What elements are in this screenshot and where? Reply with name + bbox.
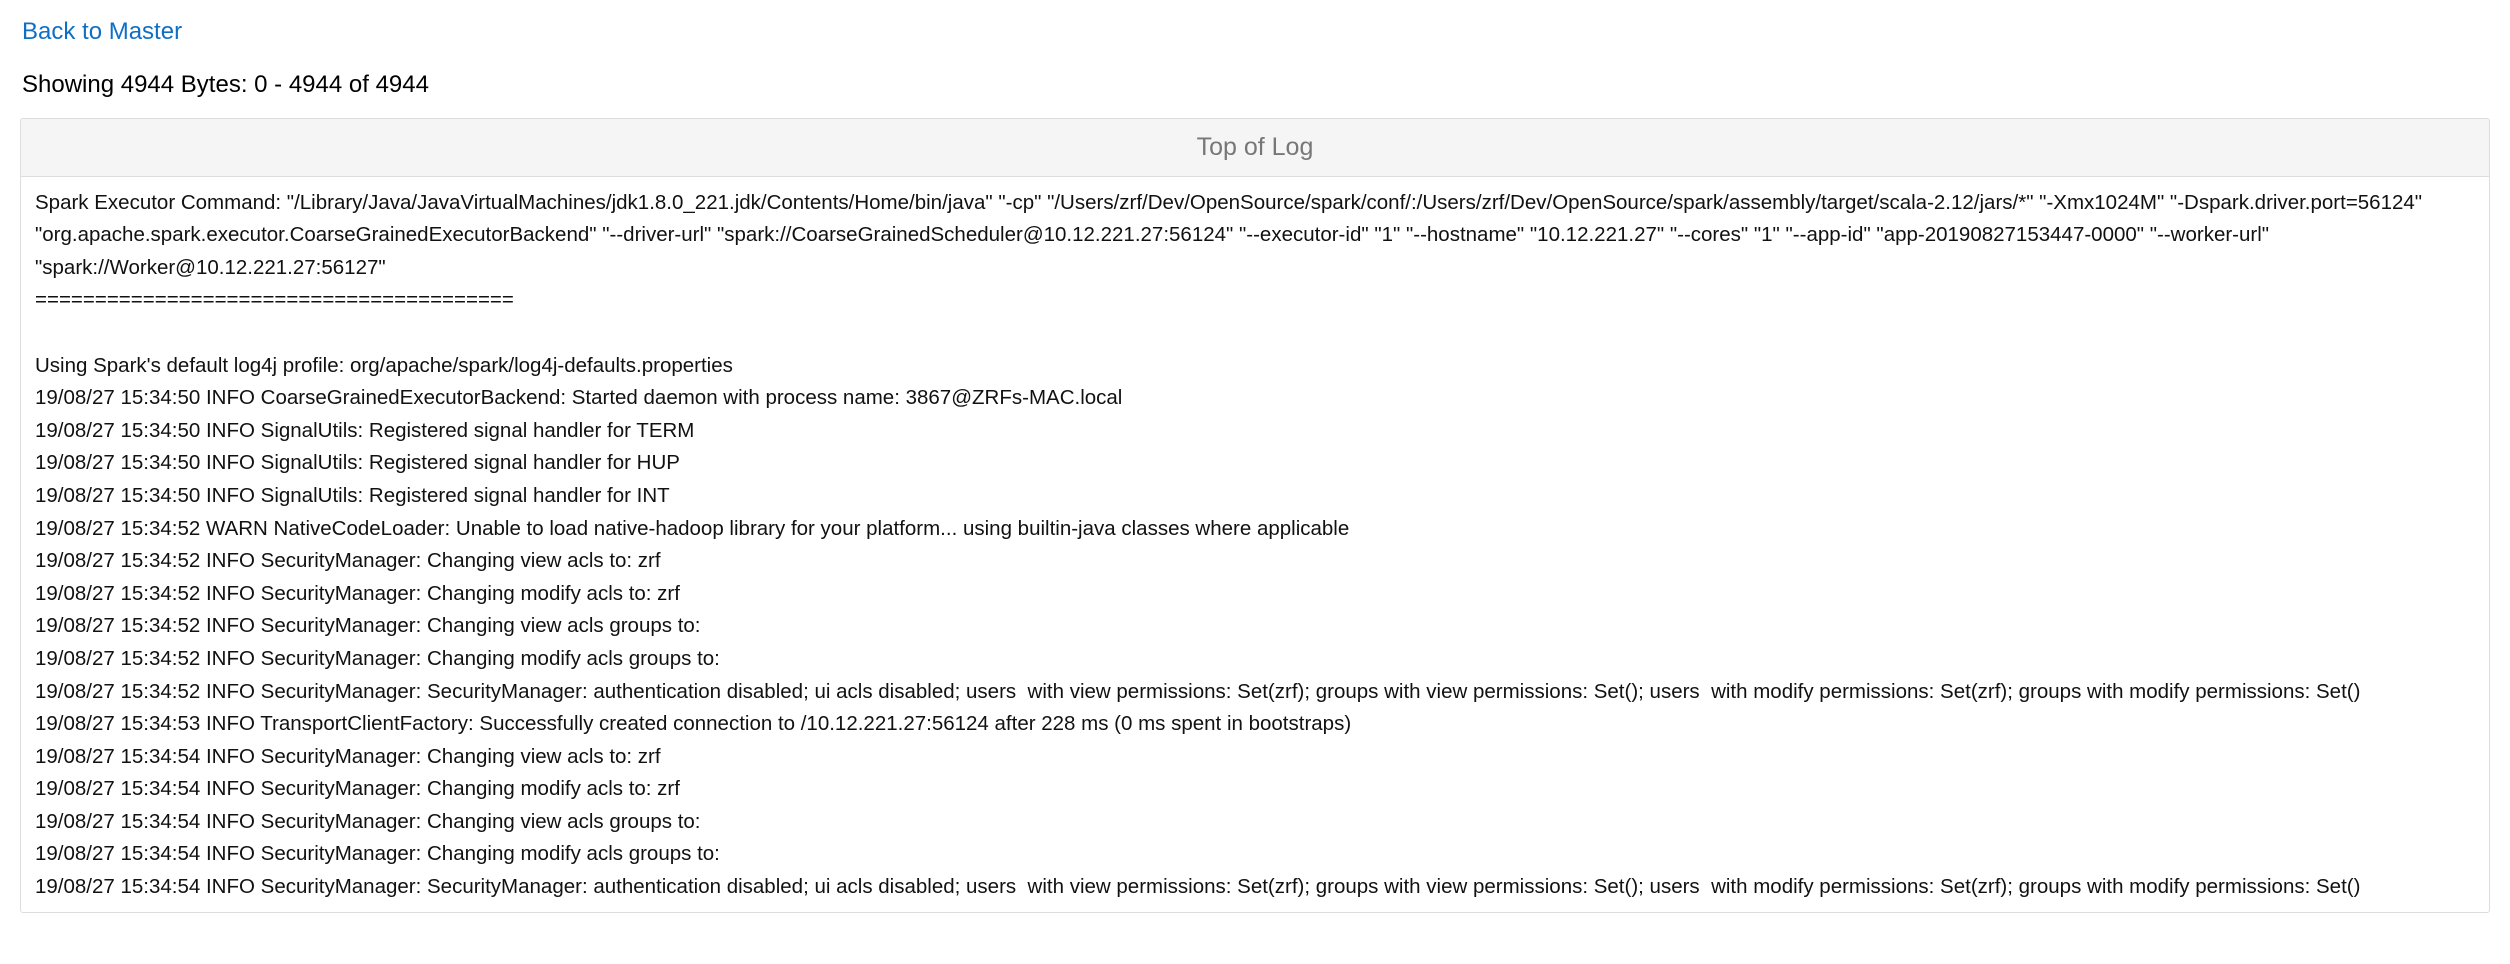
log-line: 19/08/27 15:34:52 INFO SecurityManager: Changing modify acls groups to: — [35, 646, 720, 670]
log-line: 19/08/27 15:34:52 INFO SecurityManager: Changing view acls to: zrf — [35, 549, 661, 573]
log-line: 19/08/27 15:34:50 INFO CoarseGrainedExecutorBackend: Started daemon with process name: 3867@ZRFs-MAC.local — [35, 386, 1123, 410]
log-line: 19/08/27 15:34:52 INFO SecurityManager: Changing modify acls to: zrf — [35, 581, 680, 605]
log-line: ======================================== — [35, 288, 514, 312]
log-line: 19/08/27 15:34:54 INFO SecurityManager: Changing modify acls to: zrf — [35, 777, 680, 801]
log-panel — [20, 118, 2490, 913]
log-line: 19/08/27 15:34:52 WARN NativeCodeLoader: Unable to load native-hadoop library for your platform... using builtin-java classes where applicable — [35, 516, 1350, 540]
log-line: 19/08/27 15:34:50 INFO SignalUtils: Registered signal handler for TERM — [35, 418, 695, 442]
log-panel-header: Top of Log — [21, 119, 2489, 177]
log-line: 19/08/27 15:34:54 INFO SecurityManager: Changing view acls groups to: — [35, 809, 701, 833]
log-line: 19/08/27 15:34:54 INFO SecurityManager: SecurityManager: authentication disabled; ui acls disabled; users with view permissions: Set(zrf); groups with view permissions: Set(); users with modify permissions: Set(zrf); groups with modify permissions: Set() — [35, 875, 2361, 899]
log-line: 19/08/27 15:34:50 INFO SignalUtils: Registered signal handler for HUP — [35, 451, 680, 475]
log-line: 19/08/27 15:34:54 INFO SecurityManager: Changing modify acls groups to: — [35, 842, 720, 866]
back-to-master-link[interactable]: Back to Master — [22, 18, 183, 45]
log-line — [35, 317, 2475, 350]
log-line: 19/08/27 15:34:52 INFO SecurityManager: SecurityManager: authentication disabled; ui acls disabled; users with view permissions: Set(zrf); groups with view permissions: Set(); users with modify permissions: Set(zrf); groups with modify permissions: Set() — [35, 679, 2361, 703]
log-line: Using Spark's default log4j profile: org/apache/spark/log4j-defaults.properties — [35, 353, 733, 377]
log-line: 19/08/27 15:34:52 INFO SecurityManager: Changing view acls groups to: — [35, 614, 701, 638]
log-line: 19/08/27 15:34:54 INFO SecurityManager: Changing view acls to: zrf — [35, 744, 661, 768]
log-line: 19/08/27 15:34:50 INFO SignalUtils: Registered signal handler for INT — [35, 483, 670, 507]
log-line: Spark Executor Command: "/Library/Java/JavaVirtualMachines/jdk1.8.0_221.jdk/Contents/Home/bin/java" "-cp" "/Users/zrf/Dev/OpenSource/spark/conf/:/Users/zrf/Dev/OpenSource/spark/assembly/target/scala-2.12/jars/*" "-Xmx1024M" "-Dspark.driver.port=56124" "org.apache.spark.executor.CoarseGrainedExecutorBackend" "--driver-url" "spark://CoarseGrainedScheduler@10.12.221.27:56124" "--executor-id" "1" "--hostname" "10.12.221.27" "--cores" "1" "--app-id" "app-20190827153447-0000" "--worker-url" "spark://Worker@10.12.221.27:56127" — [35, 190, 2428, 279]
log-content[interactable] — [21, 177, 2489, 912]
log-line: 19/08/27 15:34:53 INFO TransportClientFactory: Successfully created connection to /10.12.221.27:56124 after 228 ms (0 ms spent in bootstraps) — [35, 712, 1352, 736]
showing-bytes-status: Showing 4944 Bytes: 0 - 4944 of 4944 — [22, 70, 429, 98]
